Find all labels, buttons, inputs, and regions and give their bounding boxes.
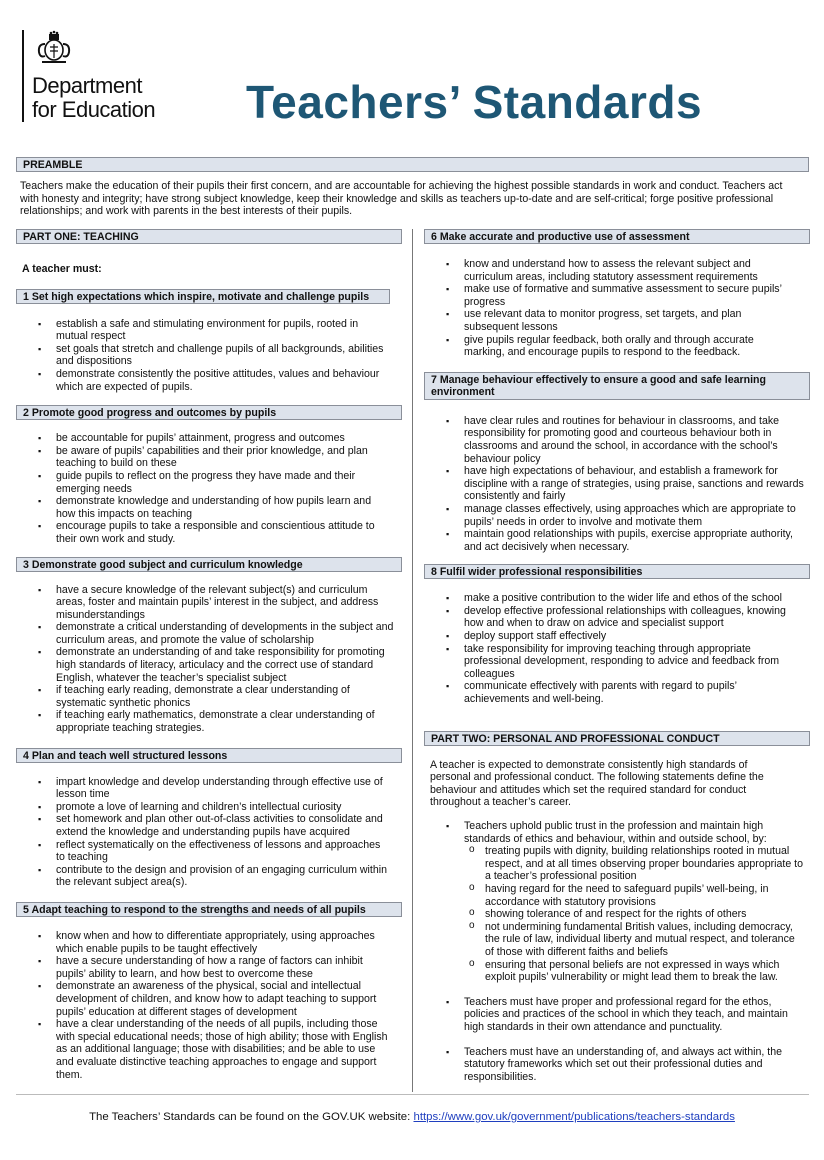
list-item: ▪ demonstrate a critical understanding of developments in the subject and curriculum areas, and promote the value of scholarship — [56, 621, 394, 646]
sub-list-item: o not undermining fundamental British values, including democracy, the rule of law, individual liberty and mutual respect, and tolerance of those with different faiths and beliefs — [485, 921, 804, 959]
gov-uk-link[interactable]: https://www.gov.uk/government/publications/teachers-standards — [413, 1111, 735, 1123]
standard-4-heading: 4 Plan and teach well structured lessons — [16, 748, 402, 763]
list-item: ▪ give pupils regular feedback, both orally and through accurate marking, and encourage pupils to respond to the feedback. — [464, 334, 784, 359]
list-item: ▪ know and understand how to assess the relevant subject and curriculum areas, including statutory assessment requirements — [464, 258, 784, 283]
list-item: ▪ impart knowledge and develop understanding through effective use of lesson time — [56, 776, 390, 801]
list-item: ▪ encourage pupils to take a responsible and conscientious attitude to their own work and study. — [56, 520, 388, 545]
standard-6-list — [424, 258, 784, 359]
list-item: ▪ demonstrate knowledge and understanding of how pupils learn and how this impacts on teaching — [56, 495, 388, 520]
list-item: ▪ make use of formative and summative assessment to secure pupils’ progress — [464, 283, 784, 308]
sub-list-item: o having regard for the need to safeguard pupils’ well-being, in accordance with statutory provisions — [485, 883, 804, 908]
list-item: ▪ have a clear understanding of the needs of all pupils, including those with special educational needs; those of high ability; those with English as an additional language; those with disabilities; and be able to use and evaluate distinctive teaching approaches to engage and support them. — [56, 1018, 394, 1081]
standard-2-list — [16, 432, 388, 545]
list-item: ▪ set goals that stretch and challenge pupils of all backgrounds, abilities and dispositions — [56, 343, 386, 368]
column-divider — [412, 229, 413, 1092]
part-two — [424, 731, 810, 1084]
list-item: ▪ manage classes effectively, using approaches which are appropriate to pupils’ needs in order to involve and motivate them — [464, 503, 804, 528]
list-item: ▪ know when and how to differentiate appropriately, using approaches which enable pupils to be taught effectively — [56, 930, 394, 955]
list-item: ▪ Teachers must have proper and professional regard for the ethos, policies and practices of the school in which they teach, and maintain high standards in their own attendance and punctuality. — [464, 996, 804, 1034]
list-item: ▪ be accountable for pupils’ attainment, progress and outcomes — [56, 432, 388, 445]
list-item: ▪ have high expectations of behaviour, and establish a framework for discipline with a range of strategies, using praise, sanctions and rewards consistently and fairly — [464, 465, 804, 503]
right-column — [424, 229, 810, 1083]
conduct-subpoints — [464, 845, 804, 984]
logo-rule — [22, 30, 24, 122]
list-item: ▪ Teachers must have an understanding of, and always act within, the statutory frameworks which set out their professional duties and responsibilities. — [464, 1046, 804, 1084]
list-item: ▪ demonstrate consistently the positive attitudes, values and behaviour which are expected of pupils. — [56, 368, 386, 393]
list-item: ▪ develop effective professional relationships with colleagues, knowing how and when to draw on advice and specialist support — [464, 605, 804, 630]
preamble-heading: PREAMBLE — [16, 157, 809, 172]
standard-5 — [16, 902, 402, 1081]
left-column — [16, 229, 402, 1081]
standard-3-heading: 3 Demonstrate good subject and curriculum knowledge — [16, 557, 402, 572]
sub-list-item: o ensuring that personal beliefs are not expressed in ways which exploit pupils’ vulnerability or might lead them to break the law. — [485, 959, 804, 984]
list-item: ▪ use relevant data to monitor progress, set targets, and plan subsequent lessons — [464, 308, 784, 333]
part-two-intro: A teacher is expected to demonstrate consistently high standards of personal and professional conduct. The following statements define the behaviour and attitudes which set the required standard for conduct throughout a teacher’s career. — [430, 758, 764, 809]
standard-4-list — [16, 776, 390, 889]
standard-7-list — [424, 415, 804, 554]
standard-6 — [424, 229, 810, 359]
royal-crest-icon — [34, 30, 74, 66]
standard-3 — [16, 557, 402, 735]
standard-4 — [16, 748, 402, 889]
department-name: Department for Education — [32, 73, 156, 122]
list-item: ▪ establish a safe and stimulating environment for pupils, rooted in mutual respect — [56, 318, 386, 343]
list-item — [464, 820, 804, 984]
part-two-heading: PART TWO: PERSONAL AND PROFESSIONAL CONDUCT — [424, 731, 810, 746]
page-header — [0, 0, 824, 140]
list-item: ▪ maintain good relationships with pupils, exercise appropriate authority, and act decisively when necessary. — [464, 528, 804, 553]
footer-text: The Teachers’ Standards can be found on the GOV.UK website: — [89, 1111, 414, 1123]
page-title: Teachers’ Standards — [246, 76, 703, 128]
standard-7-heading: 7 Manage behaviour effectively to ensure a good and safe learning environment — [424, 372, 810, 400]
part-one-intro: A teacher must: — [22, 263, 102, 275]
footer-divider — [16, 1094, 809, 1095]
part-two-list — [424, 820, 804, 1083]
standard-6-heading: 6 Make accurate and productive use of assessment — [424, 229, 810, 244]
list-item: ▪ have a secure understanding of how a range of factors can inhibit pupils’ ability to learn, and how best to overcome these — [56, 955, 394, 980]
list-item: ▪ take responsibility for improving teaching through appropriate professional development, responding to advice and feedback from colleagues — [464, 643, 804, 681]
list-item: ▪ deploy support staff effectively — [464, 630, 804, 643]
list-item: ▪ contribute to the design and provision of an engaging curriculum within the relevant subject area(s). — [56, 864, 390, 889]
part-one-heading: PART ONE: TEACHING — [16, 229, 402, 244]
sub-list-item: o showing tolerance of and respect for the rights of others — [485, 908, 804, 921]
standard-3-list — [16, 584, 394, 735]
list-item: ▪ set homework and plan other out-of-class activities to consolidate and extend the knowledge and understanding pupils have acquired — [56, 813, 390, 838]
list-item: ▪ communicate effectively with parents with regard to pupils’ achievements and well-being. — [464, 680, 804, 705]
list-item: ▪ reflect systematically on the effectiveness of lessons and approaches to teaching — [56, 839, 390, 864]
list-item: ▪ demonstrate an understanding of and take responsibility for promoting high standards of literacy, articulacy and the correct use of standard English, whatever the teacher’s specialist subject — [56, 646, 394, 684]
standard-2-heading: 2 Promote good progress and outcomes by pupils — [16, 405, 402, 420]
list-item: ▪ guide pupils to reflect on the progress they have made and their emerging needs — [56, 470, 388, 495]
standard-8-heading: 8 Fulfil wider professional responsibilities — [424, 564, 810, 579]
sub-list-item: o treating pupils with dignity, building relationships rooted in mutual respect, and at all times observing proper boundaries appropriate to a teacher’s professional position — [485, 845, 804, 883]
standard-1-heading: 1 Set high expectations which inspire, motivate and challenge pupils — [16, 289, 390, 304]
standard-2 — [16, 405, 402, 545]
dfe-logo — [22, 30, 182, 122]
standard-8-list — [424, 592, 804, 705]
standard-7 — [424, 372, 810, 554]
list-item: ▪ if teaching early mathematics, demonstrate a clear understanding of appropriate teaching strategies. — [56, 709, 394, 734]
standard-1-list — [16, 318, 386, 394]
list-item: ▪ demonstrate an awareness of the physical, social and intellectual development of children, and know how to adapt teaching to support pupils’ education at different stages of development — [56, 980, 394, 1018]
preamble-text: Teachers make the education of their pupils their first concern, and are accountable for achieving the highest possible standards in work and conduct. Teachers act with honesty and integrity; have strong subject knowledge, keep their knowledge and skills as teachers up-to-date and are self-critical; forge positive professional relationships; and work with parents in the best interests of their pupils. — [20, 180, 783, 218]
list-item: ▪ make a positive contribution to the wider life and ethos of the school — [464, 592, 804, 605]
standard-5-heading: 5 Adapt teaching to respond to the strengths and needs of all pupils — [16, 902, 402, 917]
list-item: ▪ have a secure knowledge of the relevant subject(s) and curriculum areas, foster and maintain pupils’ interest in the subject, and address misunderstandings — [56, 584, 394, 622]
standard-1 — [16, 289, 402, 394]
standard-5-list — [16, 930, 394, 1081]
conduct-point-1: Teachers uphold public trust in the profession and maintain high standards of ethics and behaviour, within and outside school, by: — [464, 820, 767, 845]
page-footer — [0, 1111, 824, 1124]
standard-8 — [424, 564, 810, 705]
list-item: ▪ be aware of pupils’ capabilities and their prior knowledge, and plan teaching to build on these — [56, 445, 388, 470]
list-item: ▪ promote a love of learning and children’s intellectual curiosity — [56, 801, 390, 814]
list-item: ▪ if teaching early reading, demonstrate a clear understanding of systematic synthetic phonics — [56, 684, 394, 709]
list-item: ▪ have clear rules and routines for behaviour in classrooms, and take responsibility for promoting good and courteous behaviour both in classrooms and around the school, in accordance with the school’s behaviour policy — [464, 415, 804, 465]
